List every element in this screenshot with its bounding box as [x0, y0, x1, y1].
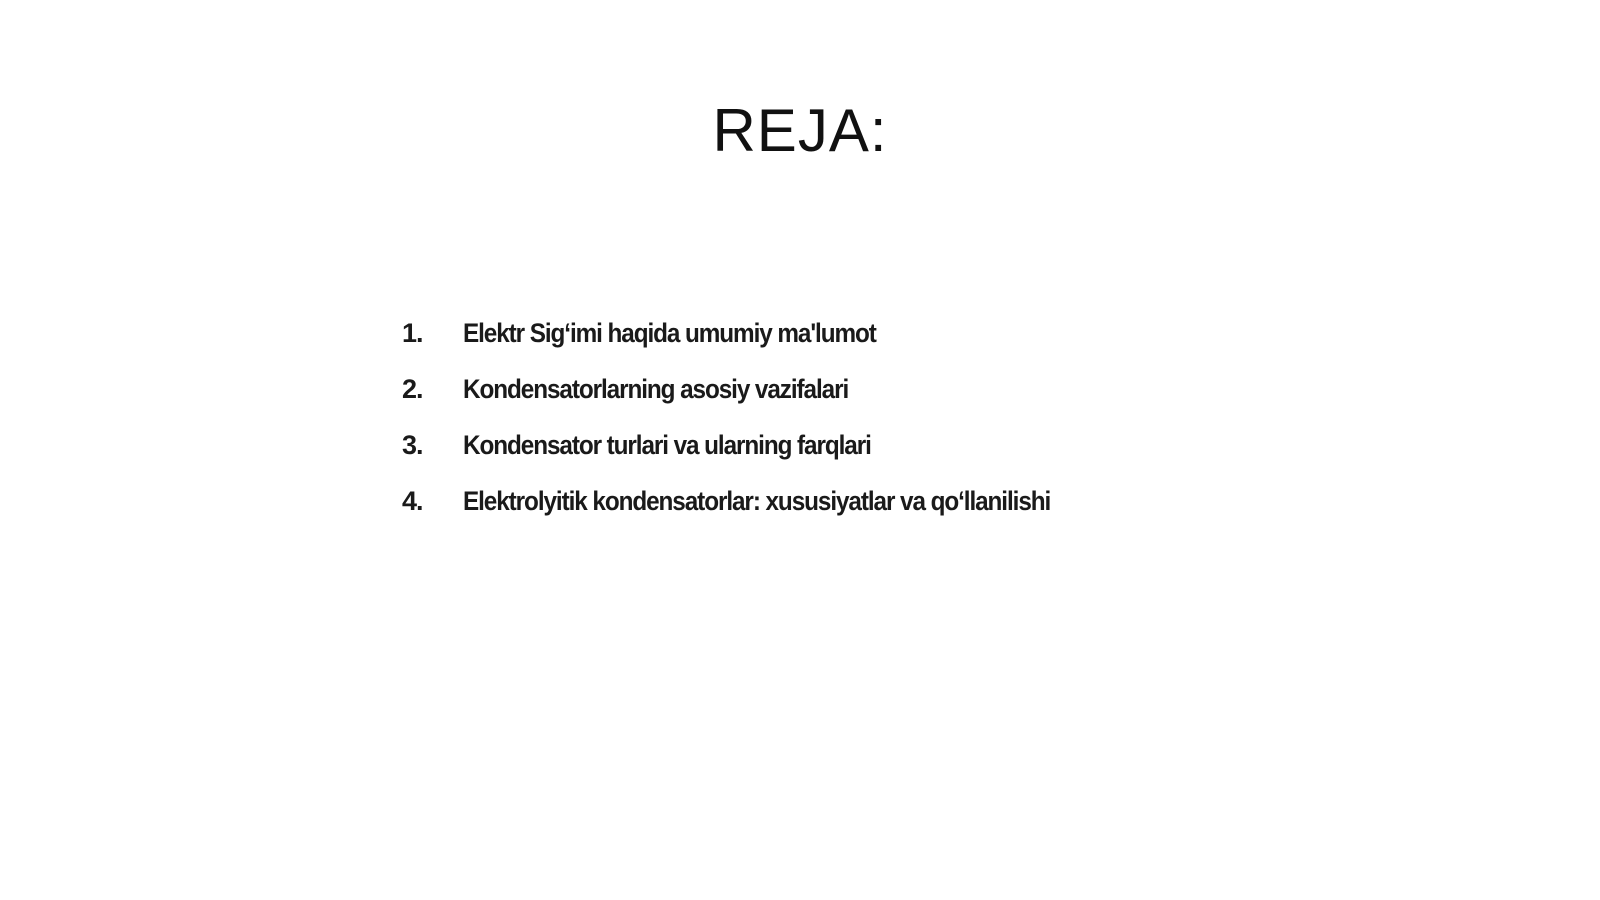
list-item-text: Kondensatorlarning asosiy vazifalari: [463, 374, 849, 404]
plan-list: [402, 318, 1115, 542]
list-item-text: Kondensator turlari va ularning farqlari: [463, 430, 871, 460]
list-item: [402, 486, 1115, 542]
list-item-number: 3.: [402, 430, 423, 460]
slide-title: REJA:: [712, 97, 888, 164]
list-item-number: 1.: [402, 318, 423, 348]
list-item-text: Elektr Sig‘imi haqida umumiy ma'lumot: [463, 318, 876, 348]
list-item: [402, 318, 1115, 374]
list-item-number: 4.: [402, 486, 423, 516]
list-item-text: Elektrolyitik kondensatorlar: xususiyatlar va qo‘llanilishi: [463, 486, 1051, 516]
list-item: [402, 374, 1115, 430]
list-item: [402, 430, 1115, 486]
list-item-number: 2.: [402, 374, 423, 404]
